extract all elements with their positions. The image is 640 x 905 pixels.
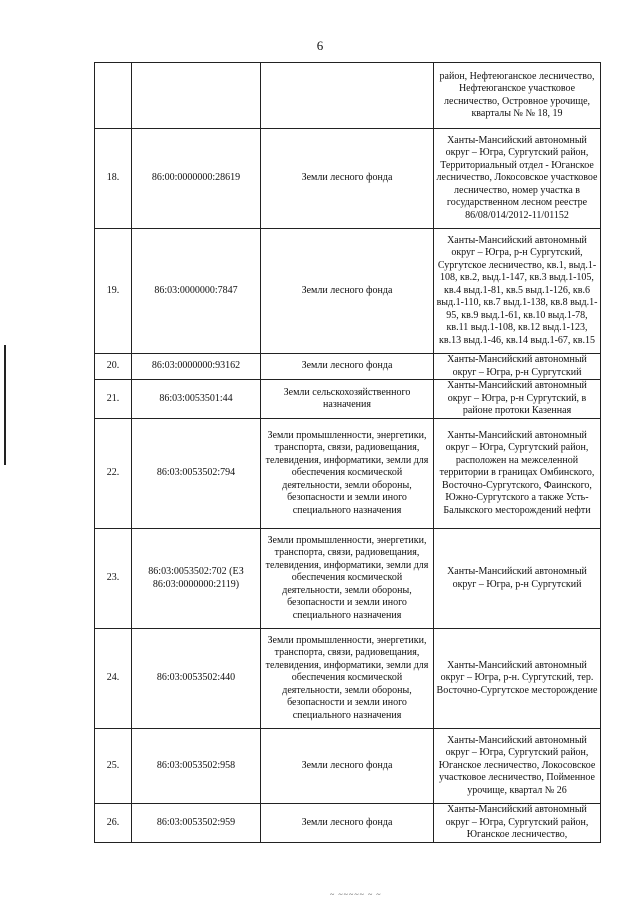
cadastral-number: 86:03:0053502:702 (ЕЗ 86:03:0000000:2119) [132,529,261,629]
cadastral-number [132,63,261,129]
location-description: Ханты-Мансийский автономный округ – Югра, р-н Сургутский [434,529,601,629]
land-category: Земли сельскохозяйственного назначения [261,380,434,419]
table-row [95,63,601,129]
location-description: Ханты-Мансийский автономный округ – Югра, Сургутский район, расположен на межселенной территории в границах Омбинского, Восточно-Сургутского, Фаинского, Южно-Сургутского а также Усть-Балыкского месторождений нефти [434,419,601,529]
cadastral-number: 86:03:0000000:93162 [132,354,261,380]
cadastral-number: 86:03:0053502:958 [132,729,261,804]
location-description: район, Нефтеюганское лесничество, Нефтеюганское участковое лесничество, Островное урочище, кварталы № № 18, 19 [434,63,601,129]
row-number: 19. [95,229,132,354]
location-description: Ханты-Мансийский автономный округ – Югра, р-н. Сургутский, тер. Восточно-Сургутское месторождение [434,629,601,729]
land-category: Земли лесного фонда [261,229,434,354]
table-row [95,354,601,380]
land-category: Земли лесного фонда [261,729,434,804]
row-number: 25. [95,729,132,804]
table-row [95,380,601,419]
cadastral-number: 86:03:0053502:959 [132,804,261,843]
location-description: Ханты-Мансийский автономный округ – Югра, р-н Сургутский [434,354,601,380]
row-number: 20. [95,354,132,380]
cadastral-number: 86:03:0053502:794 [132,419,261,529]
table-row [95,419,601,529]
footer-scribble: ~ ~~~~~ ~ ~ [330,890,382,899]
margin-mark [4,345,6,465]
row-number: 22. [95,419,132,529]
table-row [95,804,601,843]
location-description: Ханты-Мансийский автономный округ – Югра, р-н Сургутский, Сургутское лесничество, кв.1, выд.1-108, кв.2, выд.1-147, кв.3 выд.1-105, кв.4 выд.1-81, кв.5 выд.1-126, кв.6 выд.1-110, кв.7 выд.1-138, кв.8 выд.1-95, кв.9 выд.1-61, кв.10 выд.1-78, кв.11 выд.1-108, кв.12 выд.1-123, кв.13 выд.1-46, кв.14 выд.1-67, кв.15 [434,229,601,354]
row-number: 24. [95,629,132,729]
cadastral-number: 86:03:0053501:44 [132,380,261,419]
row-number: 21. [95,380,132,419]
land-category [261,63,434,129]
table-row [95,529,601,629]
table-row [95,129,601,229]
cadastral-number: 86:00:0000000:28619 [132,129,261,229]
location-description: Ханты-Мансийский автономный округ – Югра, Сургутский район, Юганское лесничество, Локосовское участковое лесничество, Пойменное урочище, квартал № 26 [434,729,601,804]
table-row [95,729,601,804]
row-number [95,63,132,129]
location-description: Ханты-Мансийский автономный округ – Югра, р-н Сургутский, в районе протоки Казенная [434,380,601,419]
row-number: 23. [95,529,132,629]
cadastral-number: 86:03:0053502:440 [132,629,261,729]
land-category: Земли промышленности, энергетики, транспорта, связи, радиовещания, телевидения, информатики, земли для обеспечения космической деятельности, земли обороны, безопасности и земли иного специального назначения [261,529,434,629]
location-description: Ханты-Мансийский автономный округ – Югра, Сургутский район, Территориальный отдел - Юганское лесничество, Локосовское участковое лесничество, номер участка в государственном лесном реестре 86/08/014/2012-11/01152 [434,129,601,229]
location-description: Ханты-Мансийский автономный округ – Югра, Сургутский район, Юганское лесничество, [434,804,601,843]
land-category: Земли промышленности, энергетики, транспорта, связи, радиовещания, телевидения, информатики, земли для обеспечения космической деятельности, земли обороны, безопасности и земли иного специального назначения [261,629,434,729]
land-category: Земли лесного фонда [261,804,434,843]
table-row [95,629,601,729]
cadastral-number: 86:03:0000000:7847 [132,229,261,354]
page-number: 6 [316,38,324,53]
land-category: Земли промышленности, энергетики, транспорта, связи, радиовещания, телевидения, информатики, земли для обеспечения космической деятельности, земли обороны, безопасности и земли иного специального назначения [261,419,434,529]
land-category: Земли лесного фонда [261,354,434,380]
land-parcels-table [94,62,601,843]
table-row [95,229,601,354]
row-number: 18. [95,129,132,229]
land-category: Земли лесного фонда [261,129,434,229]
row-number: 26. [95,804,132,843]
